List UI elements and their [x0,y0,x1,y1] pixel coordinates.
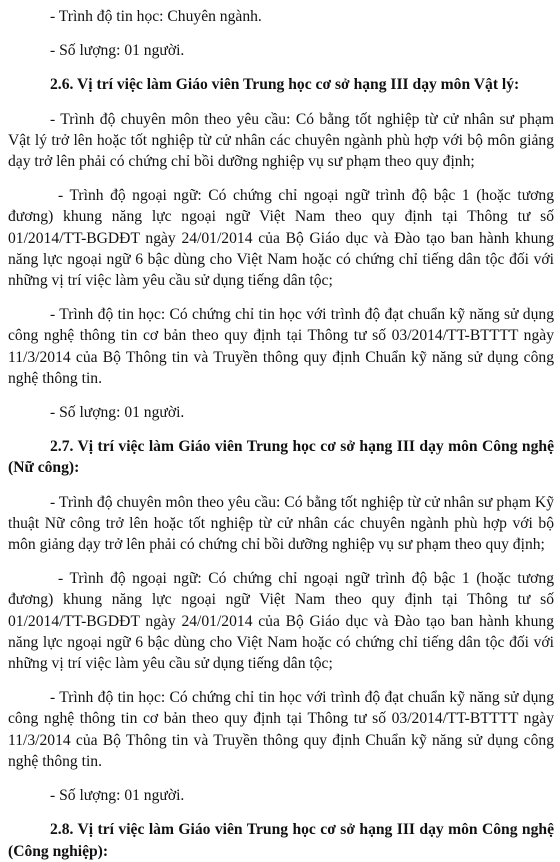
paragraph-it-requirement: - Trình độ tin học: Có chứng chỉ tin học với trình độ đạt chuẩn kỹ năng sử dụng công nghệ thông tin cơ bản theo quy định tại Thông tư số 03/2014/TT-BTTTT ngày 11/3/2014 của Bộ Thông tin và Truyền thông quy định Chuẩn kỹ năng sử dụng công nghệ thông tin. [8,689,554,770]
paragraph-foreign-language: - Trình độ ngoại ngữ: Có chứng chỉ ngoại ngữ trình độ bậc 1 (hoặc tương đương) khung năng lực ngoại ngữ Việt Nam theo quy định tại Thông tư số 01/2014/TT-BGDĐT ngày 24/01/2014 của Bộ Giáo dục và Đào tạo ban hành khung năng lực ngoại ngữ 6 bậc dùng cho Việt Nam hoặc có chứng chỉ tiếng dân tộc đối với những vị trí việc làm yêu cầu sử dụng tiếng dân tộc; [8,570,554,673]
line-quantity: - Số lượng: 01 người. [50,42,185,60]
paragraph-professional-requirement: - Trình độ chuyên môn theo yêu cầu: Có bằng tốt nghiệp từ cử nhân sư phạm Vật lý trở lên hoặc tốt nghiệp từ cử nhân các chuyên ngành phù hợp với bộ môn giảng dạy trở lên phải có chứng chỉ bồi dưỡng nghiệp vụ sư phạm theo quy định; [8,110,554,171]
section-heading-2-7: 2.7. Vị trí việc làm Giáo viên Trung học cơ sở hạng III dạy môn Công nghệ (Nữ công): [8,438,554,477]
section-heading-2-6: 2.6. Vị trí việc làm Giáo viên Trung học cơ sở hạng III dạy môn Vật lý: [50,76,520,94]
paragraph-foreign-language: - Trình độ ngoại ngữ: Có chứng chỉ ngoại ngữ trình độ bậc 1 (hoặc tương đương) khung năng lực ngoại ngữ Việt Nam theo quy định tại Thông tư số 01/2014/TT-BGDĐT ngày 24/01/2014 của Bộ Giáo dục và Đào tạo ban hành khung năng lực ngoại ngữ 6 bậc dùng cho Việt Nam hoặc có chứng chỉ tiếng dân tộc đối với những vị trí việc làm yêu cầu sử dụng tiếng dân tộc; [8,187,554,290]
line-quantity: - Số lượng: 01 người. [50,787,185,805]
line-it-level-specialized: - Trình độ tin học: Chuyên ngành. [50,8,262,25]
paragraph-professional-requirement: - Trình độ chuyên môn theo yêu cầu: Có bằng tốt nghiệp từ cử nhân sư phạm Kỹ thuật Nữ công trở lên hoặc tốt nghiệp từ cử nhân các chuyên ngành phù hợp với bộ môn giảng dạy trở lên phải có chứng chỉ bồi dưỡng nghiệp vụ sư phạm theo quy định; [8,493,554,554]
section-heading-2-8: 2.8. Vị trí việc làm Giáo viên Trung học cơ sở hạng III dạy môn Công nghệ (Công nghiệp): [8,821,554,860]
paragraph-it-requirement: - Trình độ tin học: Có chứng chỉ tin học với trình độ đạt chuẩn kỹ năng sử dụng công nghệ thông tin cơ bản theo quy định tại Thông tư số 03/2014/TT-BTTTT ngày 11/3/2014 của Bộ Thông tin và Truyền thông quy định Chuẩn kỹ năng sử dụng công nghệ thông tin. [8,306,554,387]
line-quantity: - Số lượng: 01 người. [50,404,185,422]
